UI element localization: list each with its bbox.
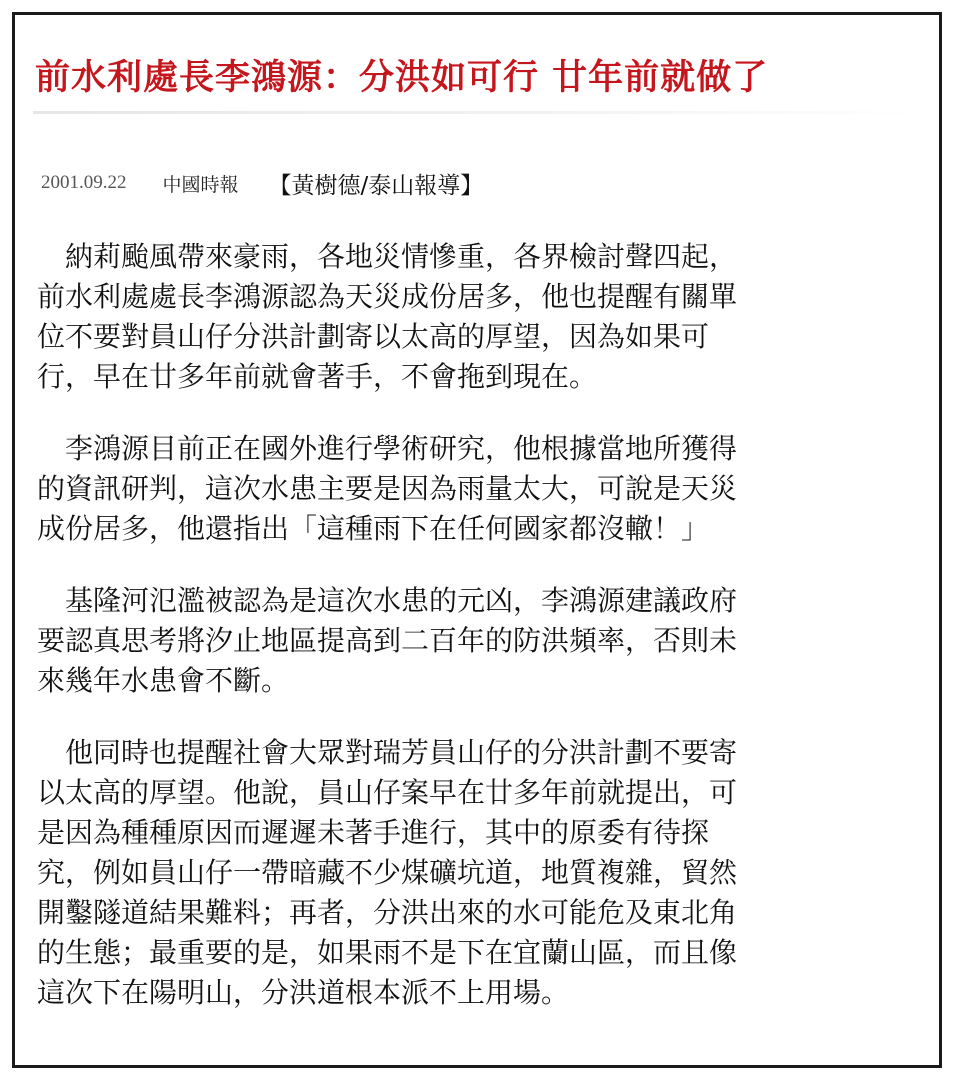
paragraph-line: 究，例如員山仔一帶暗藏不少煤礦坑道，地質複雜，貿然 (37, 856, 738, 889)
headline-divider (33, 111, 923, 114)
paragraph-line: 這次下在陽明山，分洪道根本派不上用場。 (37, 976, 570, 1009)
paragraph-line: 開鑿隧道結果難料；再者，分洪出來的水可能危及東北角 (37, 896, 738, 929)
paragraph-line: 以太高的厚望。他說，員山仔案早在廿多年前就提出，可 (37, 776, 738, 809)
paragraph-4 (37, 733, 927, 1013)
paragraph-line: 的資訊研判，這次水患主要是因為雨量太大，可說是天災 (37, 472, 738, 505)
newspaper-name: 中國時報 (162, 173, 239, 196)
paragraph-line: 行，早在廿多年前就會著手，不會拖到現在。 (37, 360, 598, 393)
paragraph-line: 前水利處處長李鴻源認為天災成份居多，他也提醒有關單 (37, 280, 738, 313)
article-body (37, 237, 927, 1045)
headline: 前水利處長李鴻源：分洪如可行 廿年前就做了 (35, 57, 769, 98)
paragraph-1 (37, 237, 927, 397)
paragraph-line: 他同時也提醒社會大眾對瑞芳員山仔的分洪計劃不要寄 (37, 736, 738, 769)
paragraph-line: 基隆河氾濫被認為是這次水患的元凶，李鴻源建議政府 (37, 584, 738, 617)
paragraph-line: 成份居多，他還指出「這種雨下在任何國家都沒轍！」 (37, 512, 710, 545)
paragraph-3 (37, 581, 927, 701)
paragraph-line: 李鴻源目前正在國外進行學術研究，他根據當地所獲得 (37, 432, 738, 465)
reporter-credit: 【黃樹德/泰山報導】 (268, 172, 484, 199)
paragraph-line: 是因為種種原因而遲遲未著手進行，其中的原委有待探 (37, 816, 710, 849)
paragraph-line: 的生態；最重要的是，如果雨不是下在宜蘭山區，而且像 (37, 936, 738, 969)
paragraph-line: 納莉颱風帶來豪雨，各地災情慘重，各界檢討聲四起， (37, 240, 738, 273)
paragraph-2 (37, 429, 927, 549)
publish-date: 2001.09.22 (41, 172, 127, 193)
paragraph-line: 來幾年水患會不斷。 (37, 664, 290, 697)
article-clipping (12, 12, 942, 1068)
paragraph-line: 要認真思考將汐止地區提高到二百年的防洪頻率，否則未 (37, 624, 738, 657)
byline (41, 167, 483, 199)
paragraph-line: 位不要對員山仔分洪計劃寄以太高的厚望，因為如果可 (37, 320, 710, 353)
